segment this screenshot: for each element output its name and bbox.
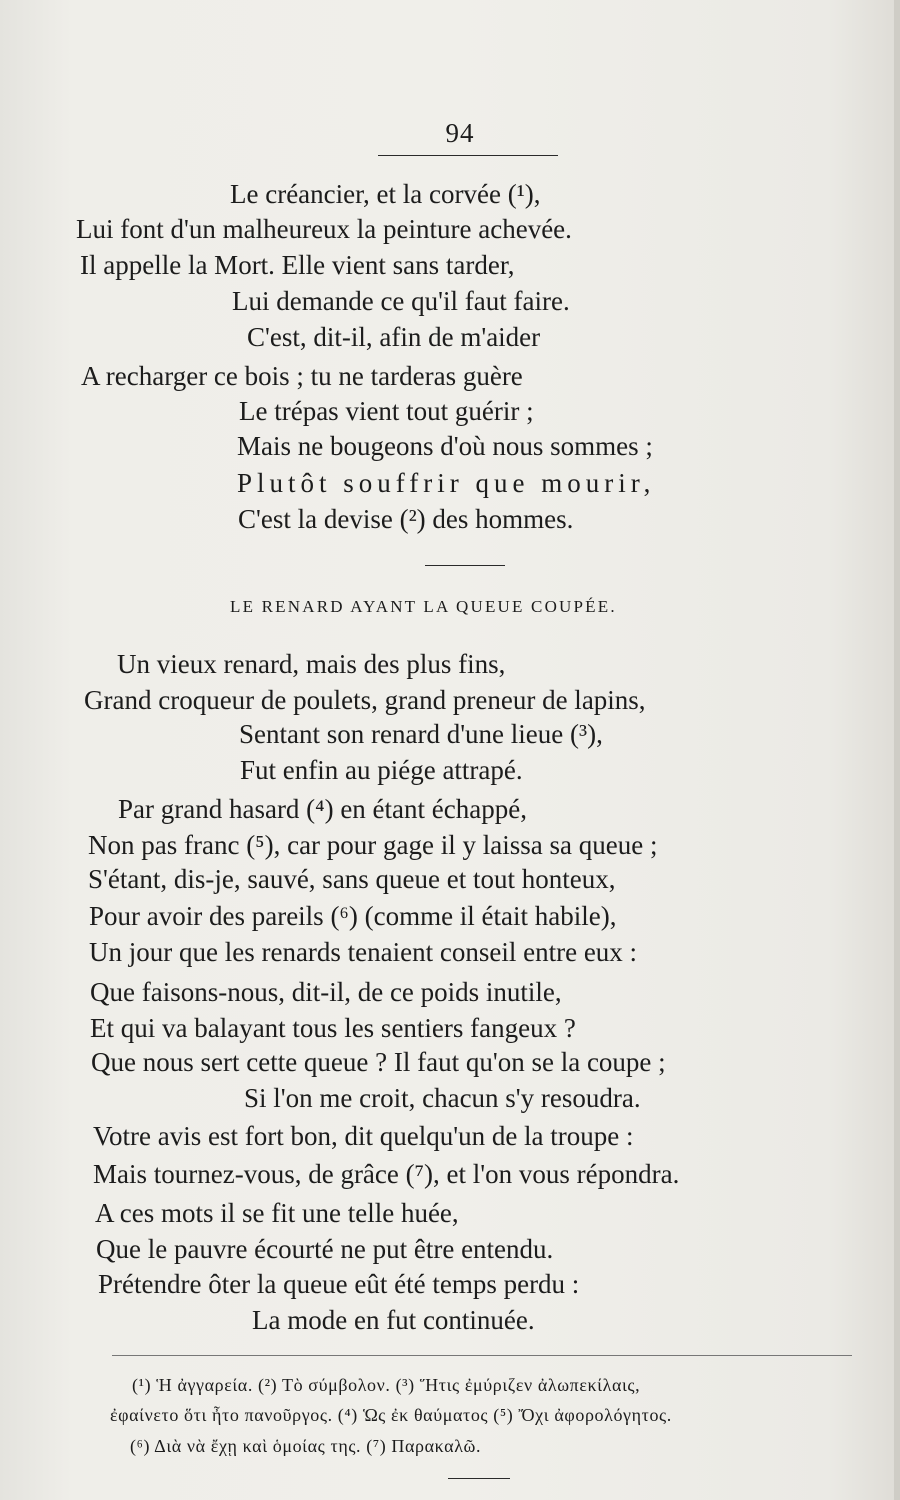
poem1-line: A recharger ce bois ; tu ne tarderas guère [81,361,523,391]
poem2-line: Et qui va balayant tous les sentiers fangeux ? [90,1013,576,1043]
poem1-line: Il appelle la Mort. Elle vient sans tarder, [80,250,515,280]
bottom-rule [448,1478,510,1479]
poem1-line: C'est, dit-il, afin de m'aider [247,322,541,352]
poem1-line: Le trépas vient tout guérir ; [239,396,534,426]
poem2-line: Un vieux renard, mais des plus fins, [117,649,506,679]
poem1-line: C'est la devise (²) des hommes. [238,504,574,534]
poem1-line: Lui demande ce qu'il faut faire. [232,286,570,316]
poem2-line: Pour avoir des pareils (⁶) (comme il était habile), [89,901,617,931]
poem1-line: Plutôt souffrir que mourir, [237,468,656,498]
poem2-line: Mais tournez-vous, de grâce (⁷), et l'on vous répondra. [93,1159,680,1189]
poem2-line: Un jour que les renards tenaient conseil entre eux : [89,937,638,967]
page-edge [894,0,900,1500]
poem2-line: Que nous sert cette queue ? Il faut qu'on se la coupe ; [91,1047,666,1077]
poem2-line: Que faisons-nous, dit-il, de ce poids inutile, [90,977,562,1007]
poem2-line: Par grand hasard (⁴) en étant échappé, [118,794,527,824]
poem2-line: Fut enfin au piége attrapé. [240,755,523,785]
poem2-line: Sentant son renard d'une lieue (³), [239,719,603,749]
poem2-line: Si l'on me croit, chacun s'y resoudra. [244,1083,641,1113]
poem1-line: Mais ne bougeons d'où nous sommes ; [237,431,653,461]
poem1-line: Le créancier, et la corvée (¹), [230,179,541,209]
section-rule [425,565,505,566]
poem2-line: Votre avis est fort bon, dit quelqu'un de la troupe : [93,1121,634,1151]
page-number: 94 [445,118,475,148]
header-rule [378,155,558,156]
poem2-line: La mode en fut continuée. [252,1305,535,1335]
poem2-line: Grand croqueur de poulets, grand preneur de lapins, [84,685,646,715]
footnote-line: (⁶) Διὰ νὰ ἔχῃ καὶ ὁμοίας της. (⁷) Παρακαλῶ. [130,1436,482,1456]
poem2-line: A ces mots il se fit une telle huée, [95,1198,459,1228]
poem2-line: Prétendre ôter la queue eût été temps perdu : [98,1269,580,1299]
fable-title: LE RENARD AYANT LA QUEUE COUPÉE. [230,597,617,616]
poem2-line: S'étant, dis-je, sauvé, sans queue et tout honteux, [88,864,616,894]
footnote-line: ἐφαίνετο ὅτι ἦτο πανοῦργος. (⁴) Ὡς ἐκ θαύματος (⁵) Ὄχι ἀφορολόγητος. [110,1405,672,1425]
poem1-line: Lui font d'un malheureux la peinture achevée. [76,214,572,244]
poem2-line: Que le pauvre écourté ne put être entendu. [96,1234,554,1264]
footnote-line: (¹) Ἡ ἀγγαρεία. (²) Τὸ σύμβολον. (³) Ἥτις ἐμύριζεν ἀλωπεκίλαις, [132,1375,641,1395]
poem2-line: Non pas franc (⁵), car pour gage il y laissa sa queue ; [88,830,658,860]
footnote-rule [112,1355,852,1356]
